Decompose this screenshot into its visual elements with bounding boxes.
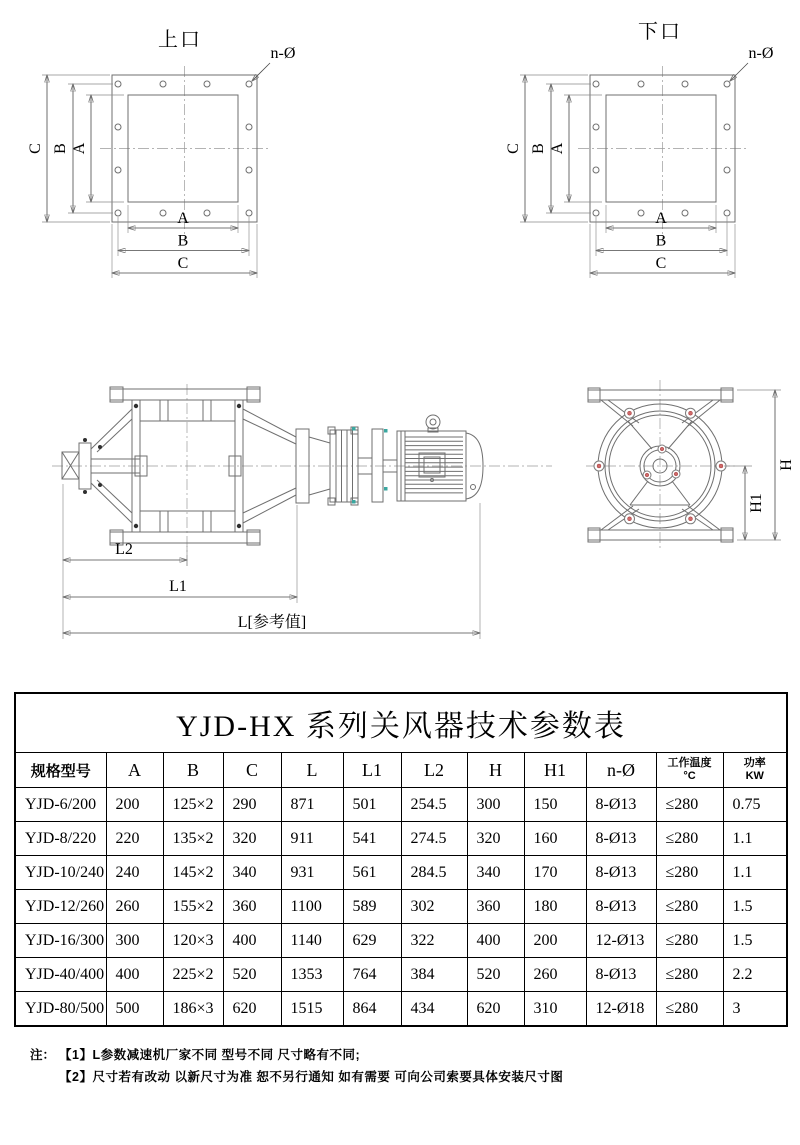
motor (397, 415, 483, 501)
spec-table (14, 692, 788, 1027)
table-cell: 434 (401, 992, 467, 1027)
notes (30, 1044, 563, 1088)
table-row (15, 992, 787, 1027)
table-cell: 911 (281, 822, 343, 856)
col-header-temperature (656, 753, 723, 788)
table-cell: 620 (467, 992, 524, 1027)
table-cell: 340 (223, 856, 281, 890)
motor-fins (405, 437, 463, 493)
table-cell: 520 (467, 958, 524, 992)
flange-top-title: 上口 (158, 29, 202, 51)
table-cell: 1515 (281, 992, 343, 1027)
col-header-temperature-main: 工作温度 (667, 757, 712, 770)
col-header-holes: n-Ø (586, 753, 656, 788)
table-cell: 561 (343, 856, 401, 890)
table-title-row (15, 693, 787, 753)
col-header-model: 规格型号 (15, 753, 106, 788)
table-cell: 274.5 (401, 822, 467, 856)
col-header-l: L (281, 753, 343, 788)
table-cell: 260 (524, 958, 586, 992)
table-cell: 135×2 (163, 822, 223, 856)
table-cell: 180 (524, 890, 586, 924)
flange-bottom-title: 下口 (638, 21, 682, 43)
table-cell: YJD-16/300 (15, 924, 106, 958)
table-cell: 300 (106, 924, 163, 958)
col-header-l1: L1 (343, 753, 401, 788)
table-cell: 155×2 (163, 890, 223, 924)
table-cell: 1140 (281, 924, 343, 958)
table-cell: YJD-10/240 (15, 856, 106, 890)
table-cell: 500 (106, 992, 163, 1027)
table-cell: 589 (343, 890, 401, 924)
table-cell: ≤280 (656, 992, 723, 1027)
table-cell: 1.5 (723, 924, 787, 958)
table-cell: 1.1 (723, 822, 787, 856)
table-cell: 400 (106, 958, 163, 992)
table-cell: 284.5 (401, 856, 467, 890)
side-view (52, 384, 552, 639)
table-cell: 225×2 (163, 958, 223, 992)
table-cell: YJD-12/260 (15, 890, 106, 924)
table-cell: 360 (223, 890, 281, 924)
height-dimensions (724, 390, 795, 540)
table-cell: 8-Ø13 (586, 958, 656, 992)
table-cell: 0.75 (723, 788, 787, 822)
table-cell: 300 (467, 788, 524, 822)
flange-bottom-view (505, 45, 773, 278)
table-row (15, 958, 787, 992)
table-cell: ≤280 (656, 822, 723, 856)
table-cell: 871 (281, 788, 343, 822)
table-cell: 220 (106, 822, 163, 856)
table-row (15, 924, 787, 958)
table-cell: 125×2 (163, 788, 223, 822)
table-cell: ≤280 (656, 788, 723, 822)
table-cell: ≤280 (656, 924, 723, 958)
table-cell: 320 (223, 822, 281, 856)
table-cell: 8-Ø13 (586, 822, 656, 856)
col-header-h1: H1 (524, 753, 586, 788)
table-cell: 186×3 (163, 992, 223, 1027)
table-cell: 2.2 (723, 958, 787, 992)
table-cell: 764 (343, 958, 401, 992)
table-cell: 1.5 (723, 890, 787, 924)
col-header-l2: L2 (401, 753, 467, 788)
dim-label-h: H (778, 459, 795, 471)
table-cell: YJD-40/400 (15, 958, 106, 992)
table-cell: 254.5 (401, 788, 467, 822)
col-header-a: A (106, 753, 163, 788)
table-cell: 620 (223, 992, 281, 1027)
col-header-c: C (223, 753, 281, 788)
table-row (15, 856, 787, 890)
table-row (15, 890, 787, 924)
flange-top-view (27, 45, 295, 278)
dim-label-l-ref: L[参考值] (237, 614, 307, 631)
table-cell: 8-Ø13 (586, 890, 656, 924)
table-cell: 145×2 (163, 856, 223, 890)
table-cell: 384 (401, 958, 467, 992)
table-cell: 200 (106, 788, 163, 822)
table-cell: ≤280 (656, 856, 723, 890)
table-cell: 520 (223, 958, 281, 992)
table-cell: 290 (223, 788, 281, 822)
table-row (15, 788, 787, 822)
table-cell: 3 (723, 992, 787, 1027)
table-cell: 864 (343, 992, 401, 1027)
note-line-1: 【1】L参数减速机厂家不同 型号不同 尺寸略有不同; (59, 1048, 361, 1062)
table-cell: 310 (524, 992, 586, 1027)
table-cell: 400 (223, 924, 281, 958)
table-cell: 400 (467, 924, 524, 958)
table-cell: 1353 (281, 958, 343, 992)
table-cell: 150 (524, 788, 586, 822)
table-cell: 340 (467, 856, 524, 890)
dim-label-h1: H1 (748, 493, 765, 513)
table-cell: 629 (343, 924, 401, 958)
table-cell: 1.1 (723, 856, 787, 890)
table-cell: 200 (524, 924, 586, 958)
col-header-temperature-unit: °C (683, 770, 696, 782)
table-title: YJD-HX 系列关风器技术参数表 (15, 693, 787, 753)
table-cell: 501 (343, 788, 401, 822)
col-header-power-main: 功率 (743, 757, 766, 770)
col-header-h: H (467, 753, 524, 788)
table-cell: YJD-80/500 (15, 992, 106, 1027)
table-cell: 170 (524, 856, 586, 890)
table-cell: 12-Ø18 (586, 992, 656, 1027)
note-line-2: 【2】尺寸若有改动 以新尺寸为准 恕不另行通知 如有需要 可向公司索要具体安装尺寸图 (59, 1070, 564, 1084)
end-view (586, 380, 795, 550)
table-cell: 8-Ø13 (586, 856, 656, 890)
table-cell: 260 (106, 890, 163, 924)
table-cell: 931 (281, 856, 343, 890)
table-cell: 302 (401, 890, 467, 924)
dim-label-l2: L2 (115, 541, 133, 558)
col-header-power (723, 753, 787, 788)
table-cell: 360 (467, 890, 524, 924)
notes-prefix: 注： (30, 1048, 56, 1062)
table-cell: 322 (401, 924, 467, 958)
table-row (15, 822, 787, 856)
dim-label-l1: L1 (169, 578, 187, 595)
col-header-b: B (163, 753, 223, 788)
table-cell: ≤280 (656, 958, 723, 992)
table-cell: 120×3 (163, 924, 223, 958)
table-header-row (15, 753, 787, 788)
table-cell: 1100 (281, 890, 343, 924)
table-cell: YJD-8/220 (15, 822, 106, 856)
table-cell: ≤280 (656, 890, 723, 924)
spec-table-container (14, 692, 788, 1027)
table-cell: 160 (524, 822, 586, 856)
table-cell: 12-Ø13 (586, 924, 656, 958)
table-cell: 541 (343, 822, 401, 856)
table-cell: 320 (467, 822, 524, 856)
table-cell: YJD-6/200 (15, 788, 106, 822)
table-cell: 8-Ø13 (586, 788, 656, 822)
spec-table-body (15, 788, 787, 1027)
col-header-power-unit: KW (745, 770, 764, 782)
table-cell: 240 (106, 856, 163, 890)
